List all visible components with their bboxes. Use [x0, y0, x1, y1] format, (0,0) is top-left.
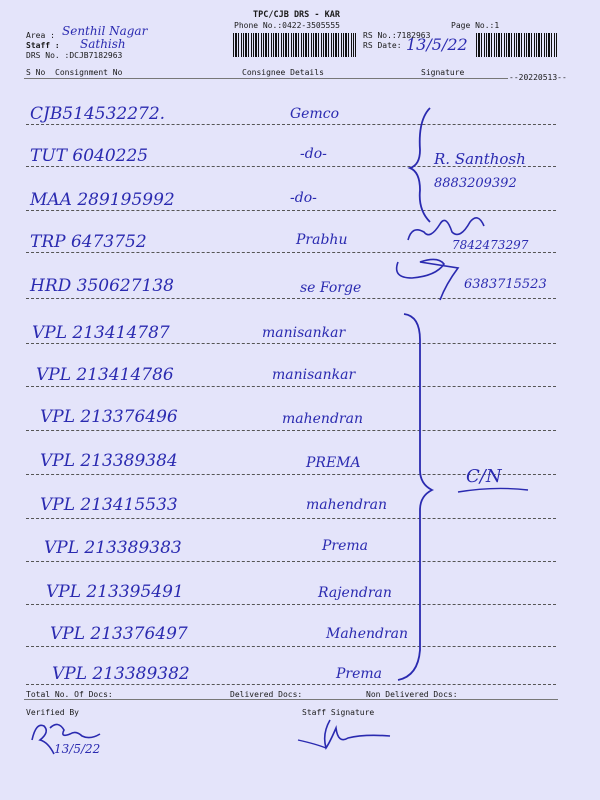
- rs-date-value: 13/5/22: [406, 35, 468, 54]
- cn-note: C/N: [466, 466, 502, 487]
- staff-label: Staff :: [26, 41, 60, 50]
- phone-number: Phone No.:0422-3505555: [234, 21, 340, 30]
- delivered-docs-label: Delivered Docs:: [230, 690, 303, 699]
- consignment-no: VPL 213414786: [36, 365, 174, 385]
- consignment-no: VPL 213415533: [40, 495, 178, 515]
- col-consignee: Consignee Details: [242, 68, 324, 77]
- consignee-name: Prabhu: [296, 232, 348, 248]
- consignee-name: Mahendran: [326, 626, 409, 642]
- consignment-no: VPL 213376496: [40, 407, 178, 427]
- consignee-name: PREMA: [306, 455, 361, 471]
- consignee-name: -do-: [300, 146, 327, 162]
- drs-number: DRS No. :DCJB7182963: [26, 51, 123, 60]
- footer-rule: [24, 699, 558, 700]
- consignee-name: se Forge: [300, 280, 362, 296]
- rs-number: RS No.:7182963: [363, 31, 431, 40]
- consignment-no: TUT 6040225: [30, 146, 149, 166]
- staff-signature-mark: [296, 714, 406, 764]
- total-docs-label: Total No. Of Docs:: [26, 690, 113, 699]
- consignment-no: VPL 213414787: [32, 323, 170, 343]
- verified-date: 13/5/22: [54, 742, 101, 756]
- consignment-no: TRP 6473752: [30, 232, 147, 252]
- col-s-no: S No: [26, 68, 46, 77]
- consignment-no: VPL 213389384: [40, 451, 178, 471]
- staff-value: Sathish: [80, 37, 126, 51]
- area-label: Area :: [26, 31, 55, 40]
- col-consignment: Consignment No: [55, 68, 123, 77]
- consignee-name: Rajendran: [318, 585, 392, 601]
- consignment-no: VPL 213389383: [44, 538, 182, 558]
- date-code: --20220513--: [509, 73, 567, 82]
- consignment-no: HRD 350627138: [30, 276, 175, 296]
- consignee-name: -do-: [290, 190, 317, 206]
- consignment-no: VPL 213395491: [46, 582, 184, 602]
- consignee-name: Prema: [336, 666, 383, 682]
- drs-title: TPC/CJB DRS - KAR: [253, 10, 340, 20]
- consignee-name: Prema: [322, 538, 369, 554]
- consignee-name: mahendran: [306, 497, 387, 513]
- consignment-no: VPL 213389382: [52, 664, 190, 684]
- consignee-name: manisankar: [262, 325, 346, 341]
- rs-date-label: RS Date:: [363, 41, 402, 50]
- consignee-name: mahendran: [282, 411, 363, 427]
- consignee-name: manisankar: [272, 367, 356, 383]
- consignment-no: CJB514532272.: [30, 104, 166, 124]
- forge-phone: 6383715523: [464, 277, 547, 292]
- col-signature: Signature: [421, 68, 465, 77]
- prabhu-phone: 7842473297: [452, 238, 529, 252]
- consignment-no: VPL 213376497: [50, 624, 188, 644]
- recipient-phone: 8883209392: [434, 176, 517, 191]
- non-delivered-docs-label: Non Delivered Docs:: [366, 690, 458, 699]
- area-value: Senthil Nagar: [62, 24, 148, 38]
- staff-signature-label: Staff Signature: [302, 708, 375, 717]
- consignment-no: MAA 289195992: [30, 190, 175, 210]
- recipient-name: R. Santhosh: [434, 150, 526, 168]
- consignee-name: Gemco: [290, 106, 340, 122]
- verified-by-label: Verified By: [26, 708, 79, 717]
- page-number: Page No.:1: [451, 21, 500, 30]
